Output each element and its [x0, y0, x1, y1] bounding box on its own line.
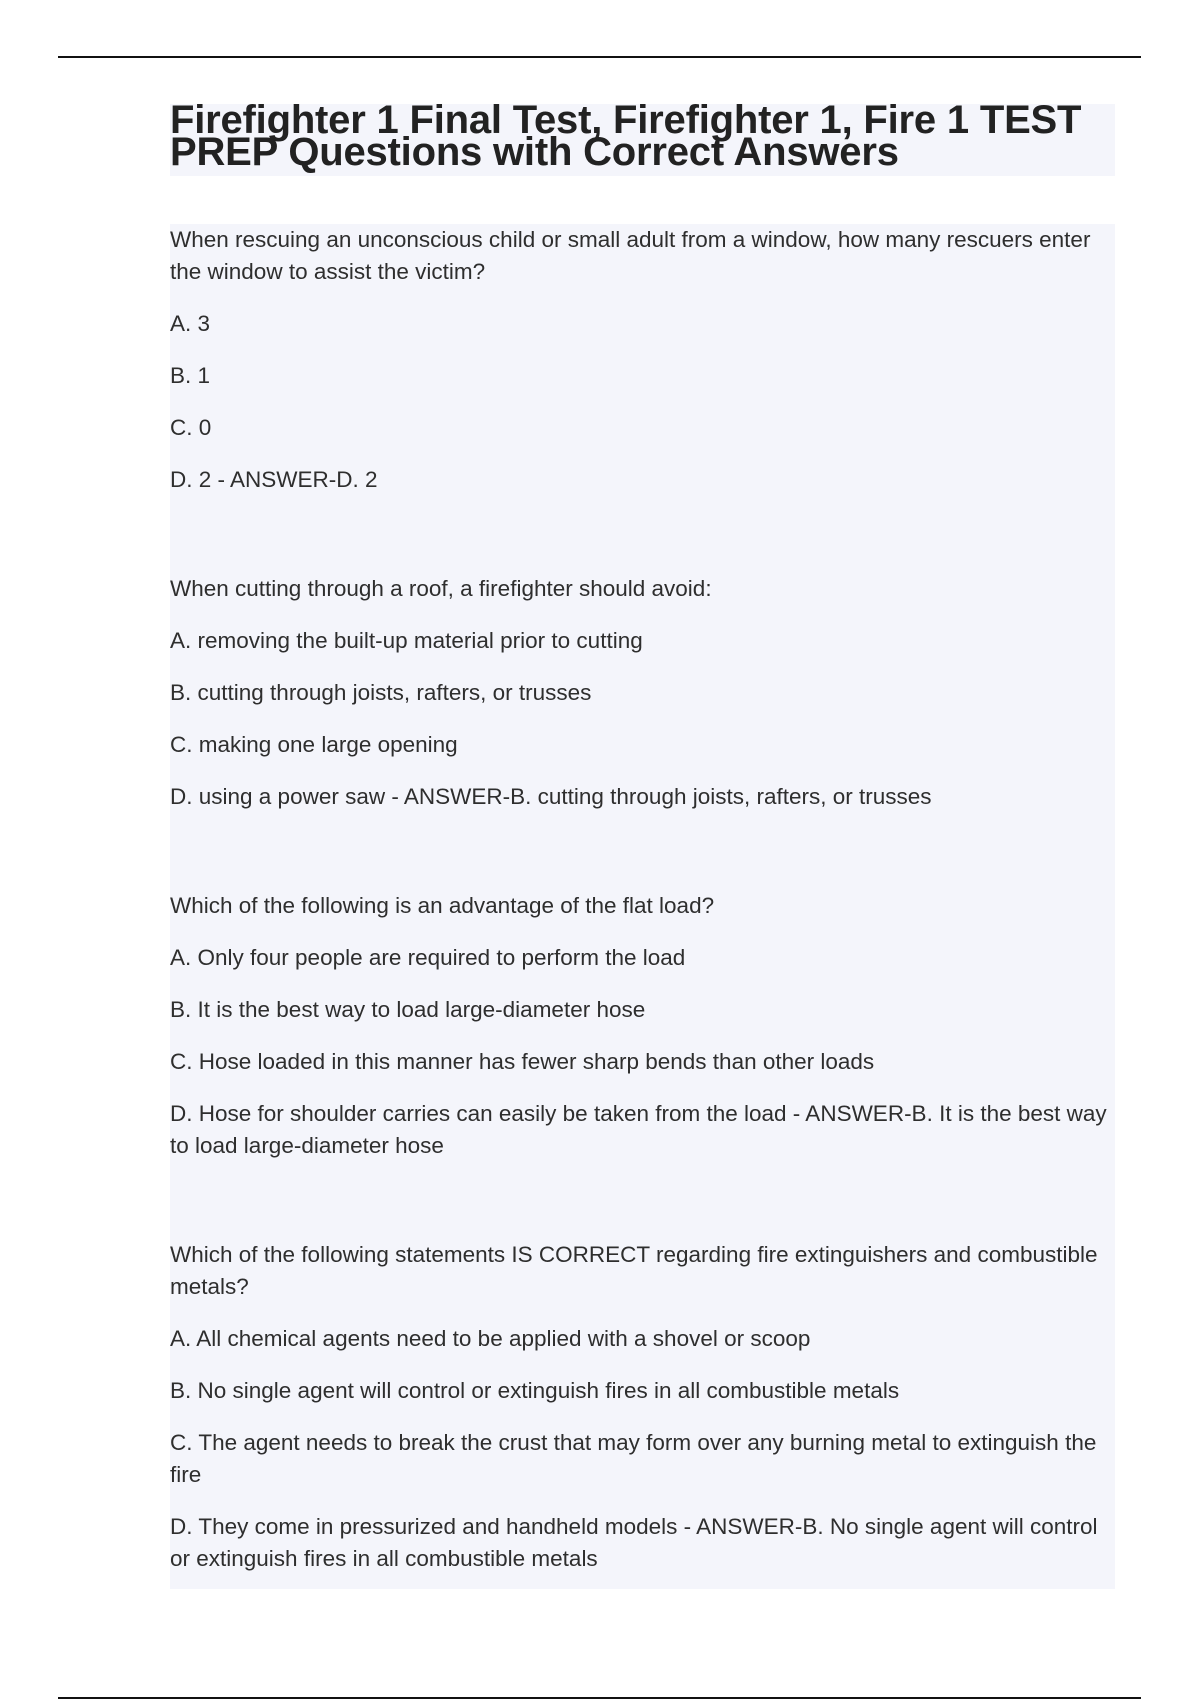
- question-text: When cutting through a roof, a firefighter should avoid:: [170, 576, 712, 601]
- option-c: C. Hose loaded in this manner has fewer sharp bends than other loads: [170, 1049, 875, 1074]
- option-a: A. All chemical agents need to be applied with a shovel or scoop: [170, 1326, 811, 1351]
- option-b: B. No single agent will control or extinguish fires in all combustible metals: [170, 1378, 900, 1403]
- question-3: [170, 890, 1115, 1162]
- option-c: C. The agent needs to break the crust that may form over any burning metal to extinguish the fire: [170, 1430, 1097, 1487]
- question-text: When rescuing an unconscious child or small adult from a window, how many rescuers enter the window to assist the victim?: [170, 227, 1091, 284]
- question-2: [170, 573, 1115, 813]
- option-a: A. Only four people are required to perform the load: [170, 945, 686, 970]
- title-block: [170, 98, 1115, 176]
- bottom-rule: [58, 1697, 1141, 1699]
- document-title: Firefighter 1 Final Test, Firefighter 1, Fire 1 TEST PREP Questions with Correct Answers: [170, 98, 1082, 174]
- option-c: C. 0: [170, 415, 212, 440]
- question-1: [170, 224, 1115, 496]
- option-d-with-answer: D. They come in pressurized and handheld models - ANSWER-B. No single agent will control or extinguish fires in all combustible metals: [170, 1514, 1098, 1571]
- questions-section: [170, 224, 1115, 1589]
- question-4: [170, 1239, 1115, 1575]
- question-text: Which of the following statements IS CORRECT regarding fire extinguishers and combustible metals?: [170, 1242, 1098, 1299]
- option-b: B. 1: [170, 363, 211, 388]
- option-b: B. cutting through joists, rafters, or trusses: [170, 680, 592, 705]
- option-c: C. making one large opening: [170, 732, 458, 757]
- option-d-with-answer: D. Hose for shoulder carries can easily be taken from the load - ANSWER-B. It is the best way to load large-diameter hose: [170, 1101, 1107, 1158]
- question-text: Which of the following is an advantage of the flat load?: [170, 893, 715, 918]
- option-b: B. It is the best way to load large-diameter hose: [170, 997, 646, 1022]
- top-rule: [58, 56, 1141, 58]
- option-d-with-answer: D. using a power saw - ANSWER-B. cutting through joists, rafters, or trusses: [170, 784, 932, 809]
- option-a: A. 3: [170, 311, 211, 336]
- option-d-with-answer: D. 2 - ANSWER-D. 2: [170, 467, 378, 492]
- option-a: A. removing the built-up material prior to cutting: [170, 628, 643, 653]
